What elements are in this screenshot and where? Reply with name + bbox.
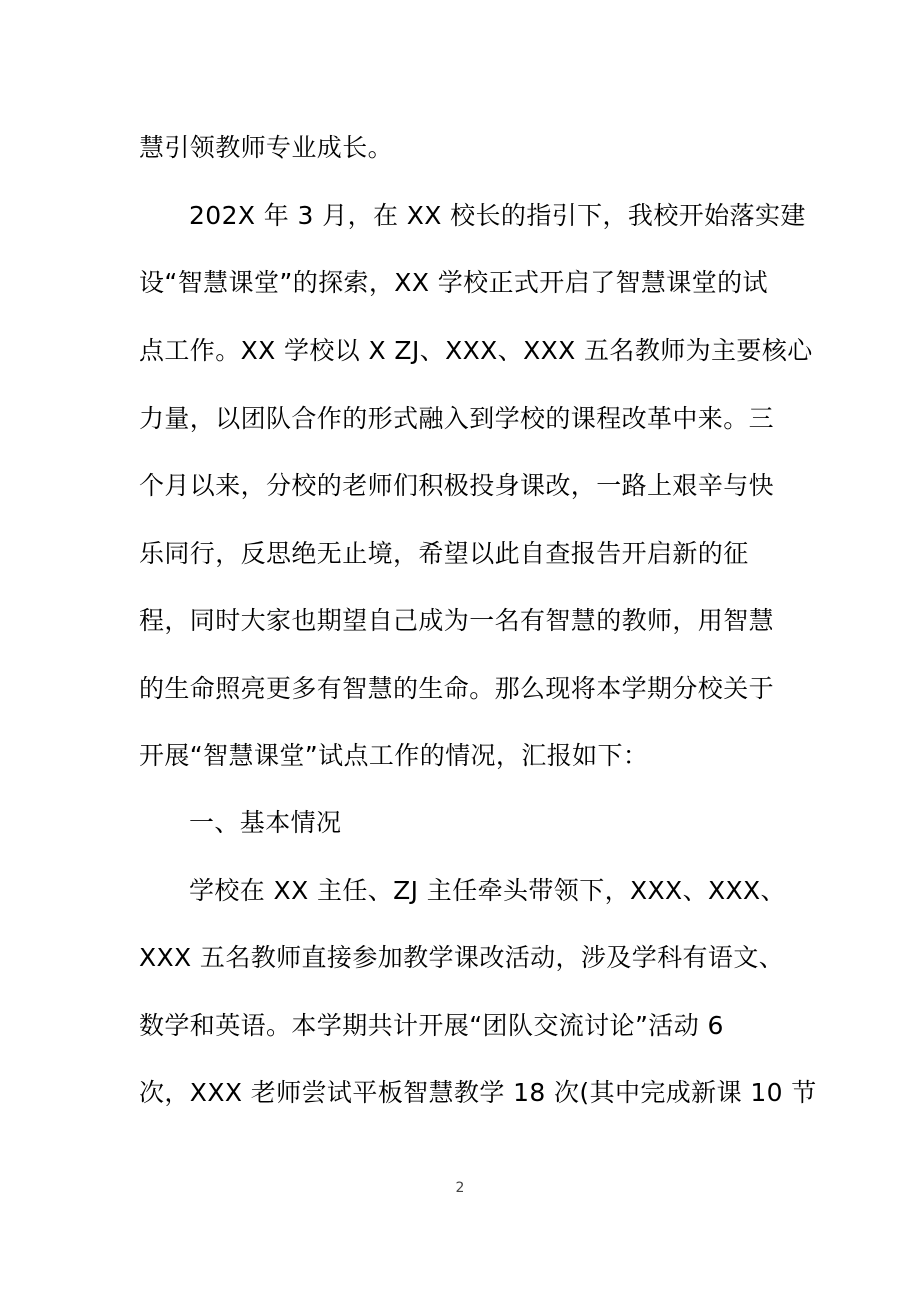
page-number: 2: [455, 1180, 465, 1196]
text-line: 个月以来，分校的老师们积极投身课改，一路上艰辛与快: [139, 471, 775, 500]
paragraph-first-line: 202X 年 3 月，在 XX 校长的指引下，我校开始落实建: [189, 201, 806, 230]
text-line: XXX 五名教师直接参加教学课改活动，涉及学科有语文、: [139, 943, 785, 972]
paragraph-first-line: 学校在 XX 主任、ZJ 主任牵头带领下，XXX、XXX、: [189, 876, 786, 905]
text-line: 开展“智慧课堂”试点工作的情况，汇报如下：: [139, 741, 649, 770]
text-line: 的生命照亮更多有智慧的生命。那么现将本学期分校关于: [139, 674, 775, 703]
text-line: 力量，以团队合作的形式融入到学校的课程改革中来。三: [139, 404, 775, 433]
text-line: 点工作。XX 学校以 X ZJ、XXX、XXX 五名教师为主要核心: [139, 336, 813, 365]
text-line: 慧引领教师专业成长。: [139, 133, 394, 162]
text-line: 设“智慧课堂”的探索，XX 学校正式开启了智慧课堂的试: [139, 268, 768, 297]
text-line: 程，同时大家也期望自己成为一名有智慧的教师，用智慧: [139, 606, 775, 635]
text-line: 乐同行，反思绝无止境，希望以此自查报告开启新的征: [139, 539, 749, 568]
section-heading: 一、基本情况: [189, 808, 342, 837]
text-line: 数学和英语。本学期共计开展“团队交流讨论”活动 6: [139, 1011, 724, 1040]
text-line: 次，XXX 老师尝试平板智慧教学 18 次(其中完成新课 10 节: [139, 1078, 817, 1107]
